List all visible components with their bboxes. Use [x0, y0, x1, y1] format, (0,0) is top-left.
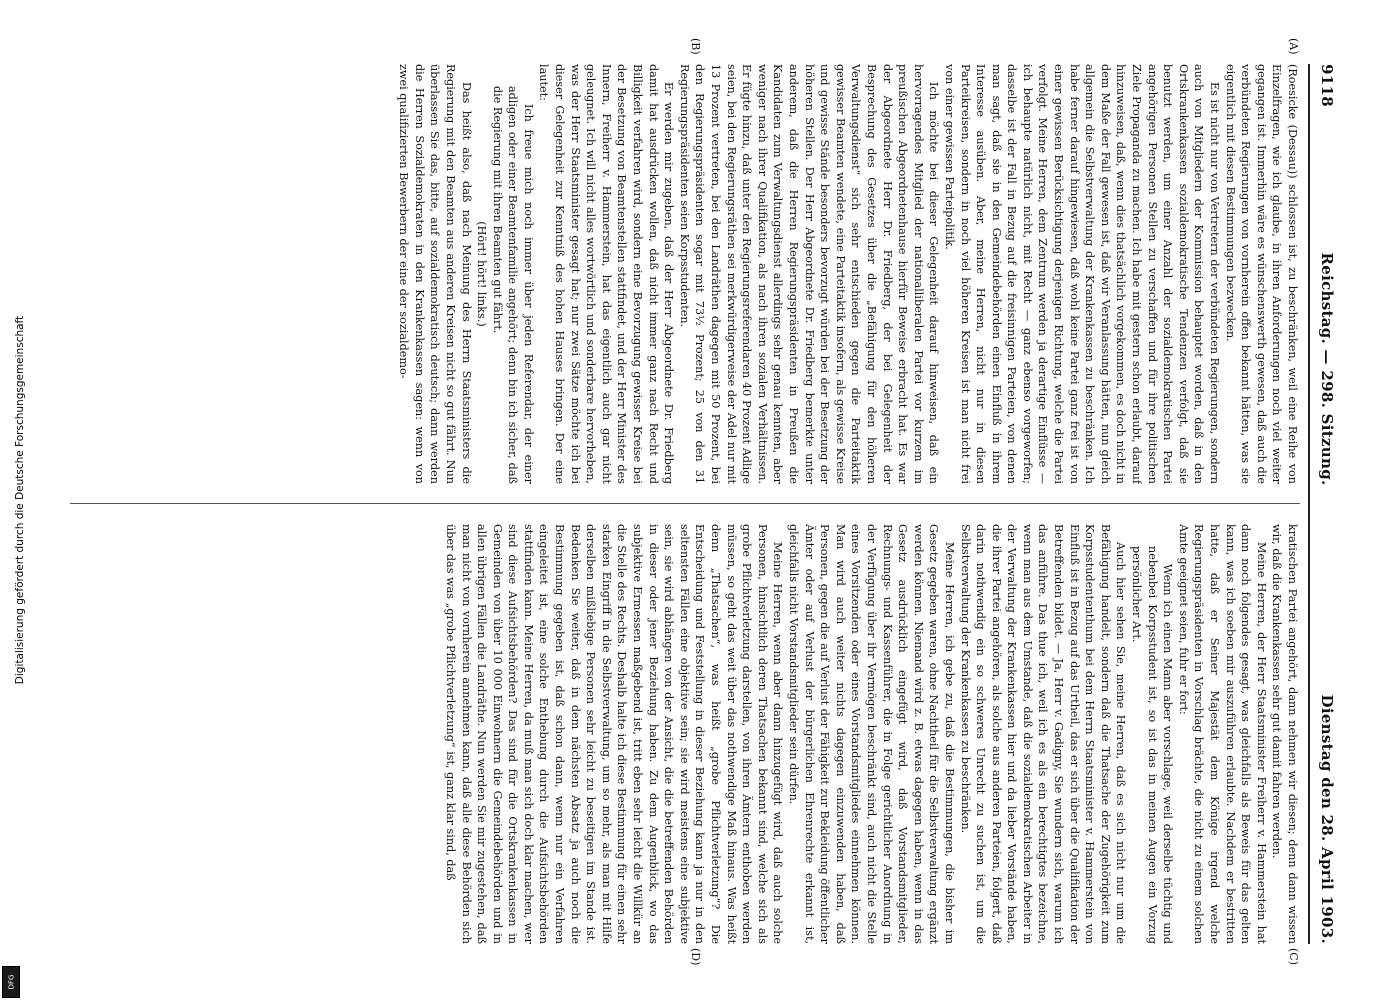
funding-credit: Digitalisierung gefördert durch die Deutsche Forschungsgemeinschaft	[14, 315, 26, 685]
paragraph: kratischen Partei angehört, dann nehmen wir diesen; denn dann wissen wir, daß die Krankenkassen sehr gut damit fahren werden.	[1270, 524, 1299, 944]
dfg-logo-text: DFG	[7, 974, 15, 990]
paragraph: Er werden mir zugeben, daß der Herr Abgeordnete Dr. Friedberg damit hat ausdrücken wollen, daß nicht immer ganz nach Recht und Billigkeit verfahren wird, sondern eine Bevorzugung gewisser Kreise bei der Besetzung von Beamtenstellen stattfindet, und der Herr Minister des Innern, Freiherr v. Hammerstein, hat das eigentlich auch gar nicht geleugnet. Ich will nicht alles wortwörtlich und sonderbare hervorheben, was der Herr Staatsminister gesagt hat; nur zwei Sätze möchte ich bei dieser Gelegenheit zur Kenntniß des hohen Hauses bringen. Der eine lautet:	[537, 64, 676, 484]
left-column	[70, 64, 1300, 484]
column-divider	[70, 503, 1300, 504]
paragraph: (Roesicke (Dessau)) schlossen ist, zu beschränken, weil eine Reihe von Einzelfragen, wie ich glaube, in ihren Anforderungen noch viel weiter gegangen ist. Immerhin wäre es wünschenswerth gewesen, daß auch die verbündeten Regierungen von vornherein offen bekannt hätten, was sie eigentlich mit diesen Bestimmungen bezwecken.	[1223, 64, 1299, 484]
paragraph: Auch hier sehen Sie, meine Herren, daß es sich nicht nur um die Befähigung handelt, sondern daß die Thatsache der Zugehörigkeit zum Korpsstudententhum bei dem Herrn Staatsminister v. Hammerstein von Einfluß ist in Bezug auf das Urtheil, das er sich über die Qualifikation der Betreffenden bildet. — Ja, Herr v. Gadigny, Sie wundern sich, warum ich das anführe. Das thue ich, weil ich es als ein berechtigtes bezeichne, wenn man aus dem Umstande, daß die sozialdemokratischen Arbeiter in der Verwaltung der Krankenkassen hier und da lieber Vorstände haben, die ihrer Partei angehören, als solche aus anderen Parteien, folgert, daß darin nothwendig ein so schweres Unrecht zu suchen ist, um die Selbstverwaltung der Krankenkassen zu beschränken.	[958, 524, 1128, 944]
paragraph: Es ist nicht nur von Vertretern der verbündeten Regierungen, sondern auch von Mitgliedern der Kommission behauptet worden, daß in den Ortskrankenkassen sozialdemokratische Tendenzen verfolgt, daß sie benutzt werden, um einer Anzahl der sozialdemokratischen Partei angehörigen Personen Stellen zu verschaffen und für ihre politischen Ziele Propaganda zu machen. Ich habe mit gestern schon erlaubt, darauf hinzuweisen, daß, wenn dies thatsächlich vorgekommen, es doch nicht in dem Maße der Fall gewesen ist, daß wir Veranlassung hätten, nun gleich allgemein die Selbstverwaltung der Krankenkassen zu beschränken. Ich habe ferner darauf hingewiesen, daß wohl keine Partei ganz frei ist von einer gewissen Berücksichtigung derjenigen Richtung, welche die Partei verfolgt. Meine Herren, dem Zentrum werden ja derartige Einflüsse — ich behaupte natürlich nicht, mit Recht — ganz ebenso vorgeworfen; dasselbe ist der Fall in Bezug auf die freisinnigen Parteien, von denen man sagt, daß sie in den Gemeindebehörden einen Einfluß in ihrem Interesse ausüben. Aber, meine Herren, nicht nur in diesen Parteikreisen, sondern in noch viel höheren Kreisen ist man nicht frei von einer gewissen Parteipolitik.	[942, 64, 1222, 484]
paragraph: Ich möchte bei dieser Gelegenheit darauf hinweisen, daß ein hervorragendes Mitglied der nationalliberalen Partei vor kurzem im preußischen Abgeordnetenhause hierfür Beweise erbracht hat. Es war der Abgeordnete Herr Dr. Friedberg, der bei Gelegenheit der Besprechung des Gesetzes über die „Befähigung für den höheren Verwaltungsdienst“ sich sehr entschieden gegen die Parteitaktik gewisser Beamten wendete, eine Parteitaktik insofern, als gewisse Kreise und gewisse Stände besonders bevorzugt würden bei der Besetzung der höheren Stellen. Der Herr Abgeordnete Dr. Friedberg bemerkte unter anderem, daß die Herren Regierungspräsidenten in Preußen die Kandidaten zum Verwaltungsdienst allerdings sehr genau kennten, aber weniger nach ihrer Qualifikation, als nach ihren sozialen Verhältnissen. Er fügte hinzu, daß unter den Regierungsreferendaren 40 Prozent Adlige seien, bei den Regierungsräthen sei merkwürdigerweise der Adel nur mit 13 Prozent vertreten, bei den Landräthen dagegen mit 50 Prozent, bei den Regierungspräsidenten sogar mit 73½ Prozent; 25 von den 31 Regierungspräsidenten seien Korpsstudenten.	[677, 64, 941, 484]
page-number: 9118	[1318, 64, 1336, 107]
interjection: (Hört! hört! links.)	[475, 221, 489, 327]
paragraph: Das heißt also, daß nach Meinung des Herrn Staatsministers die Regierung mit den Beamten aus anderen Kreisen nicht so gut fährt. Nun überlassen Sie das, bitte, auf sozialdemokratisch deutsch; dann werden die Herren Sozialdemokraten in den Krankenkassen sagen: wenn von zwei qualifizierten Bewerbern der eine der sozialdemo-	[397, 64, 473, 484]
header-rule	[1308, 64, 1310, 944]
digitization-note	[0, 0, 40, 1000]
margin-marker-b: (B)	[689, 38, 702, 55]
margin-marker-c: (C)	[1287, 948, 1300, 965]
page-title: Reichstag. — 298. Sitzung.	[1318, 252, 1336, 486]
dfg-logo	[2, 966, 20, 998]
margin-marker-a: (A)	[1287, 38, 1300, 55]
right-column	[70, 524, 1300, 944]
paragraph: Meine Herren, der Herr Staatsminister Freiherr v. Hammerstein hat dann noch folgendes gesagt, was gleichfalls als Beweis für das gelten kann, was ich soeben mir auszuführen erlaubte. Nachdem er bestritten hatte, daß er Seiner Majestät dem Könige irgend welche Regierungspräsidenten in Vorschlag brächte, die nicht zu einem solchen Amte geeignet seien, fuhr er fort:	[1176, 524, 1268, 944]
quotation: Wenn ich einen Mann aber vorschlage, weil derselbe tüchtig und nebenbei Korpsstudent ist, so ist das in meinen Augen ein Vorzug persönlicher Art.	[1130, 546, 1175, 944]
paragraph: Meine Herren, wenn aber dann hinzugefügt wird, daß auch solche Personen, hinsichtlich deren Thatsachen bekannt sind, welche sich als grobe Pflichtverletzung darstellen, von ihren Ämtern enthoben werden müssen, so geht das weit über das nothwendige Maß hinaus. Was heißt denn „Thatsachen“, was heißt „grobe Pflichtverletzung“? Die Entscheidung und Feststellung in dieser Beziehung kann ja nur in den seltensten Fällen eine objektive sein; sie wird meistens eine subjektive sein, sie wird abhängen von der Ansicht, die die betreffenden Behörden in dieser oder jener Beziehung haben. Zu dem Augenblick, wo das subjektive Ermessen maßgebend ist, tritt eben sehr leicht die Willkür an die Stelle des Rechts. Deshalb halte ich diese Bestimmung für einen sehr starken Eingriff in die Selbstverwaltung, um so mehr, als man mit Hilfe derselben mißliebige Personen sehr leicht zu beseitigen im Stande ist. Bedenken Sie weiter, daß in dem nächsten Absatz ja auch noch die Bestimmung gegeben ist, daß schon dann, wenn nur ein Verfahren eingeleitet ist, eine solche Enthebung durch die Aufsichtsbehörden stattfinden kann. Meine Herren, da muß man sich doch klar machen, wer sind diese Aufsichtsbehörden? Das sind für die Ortskrankenkassen in Gemeinden von über 10 000 Einwohnern die Gemeindebehörden und in allen übrigen Fällen die Landräthe. Nun werden Sie mir zugestehen, daß man nicht von vornherein annehmen kann, daß alle diese Behörden sich über das was „grobe Pflichtverletzung“ ist, ganz klar sind, daß	[443, 524, 785, 944]
margin-marker-d: (D)	[689, 948, 702, 966]
paragraph: Meine Herren, ich gebe zu, daß die Bestimmungen, die bisher im Gesetz gegeben waren, ohne Nachtheil für die Selbstverwaltung ergänzt werden können. Niemand wird z. B. etwas dagegen haben, wenn in das Gesetz ausdrücklich eingefügt wird, daß Vorstandsmitglieder, Rechnungs- und Kassenführer, die in Folge gerichtlicher Anordnung in der Verfügung über ihr Vermögen beschränkt sind, auch nicht die Stelle eines Vorsitzenden oder eines Vorstandsmitgliedes einnehmen können. Man wird auch weiter nichts dagegen einzuwenden haben, daß Personen, gegen die auf Verlust der Fähigkeit zur Bekleidung öffentlicher Ämter oder auf Verlust der bürgerlichen Ehrenrechte erkannt ist, gleichfalls nicht Vorstandsmitglieder sein dürfen.	[787, 524, 956, 944]
page-header	[1312, 64, 1342, 944]
scanned-page	[62, 38, 1342, 966]
quotation: Ich freue mich noch immer über jeden Referendar, der einer adligen oder einer Beamtenfamilie angehört; denn bin ich sicher, daß die Regierung mit ihren Beamten gut fährt.	[490, 86, 535, 484]
session-date: Dienstag den 28. April 1903.	[1318, 694, 1336, 944]
page-frame	[62, 38, 1342, 966]
